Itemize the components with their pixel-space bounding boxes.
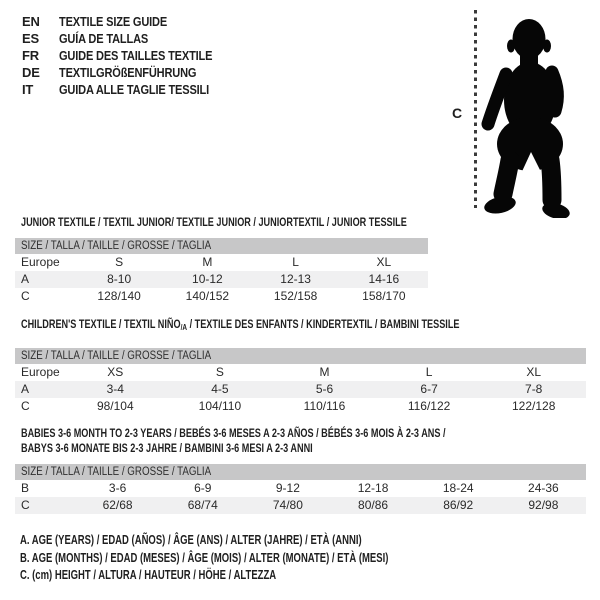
table-row — [15, 364, 586, 381]
row-label: B — [21, 481, 30, 495]
silhouette-head — [513, 19, 546, 59]
babies-section-title-line1: BABIES 3-6 MONTH TO 2-3 YEARS / BEBÉS 3-6 MESES A 2-3 AÑOS / BÉBÉS 3-6 MOIS À 2-3 ANS / — [21, 426, 446, 440]
junior-size-table — [15, 254, 428, 305]
size-cell: 158/170 — [362, 289, 406, 303]
babies-size-table — [15, 480, 586, 514]
silhouette-right-ear — [543, 40, 551, 53]
size-cell: M — [319, 365, 330, 379]
measurement-legend — [20, 532, 505, 585]
size-cell: 10-12 — [163, 271, 251, 288]
children-title-subscript: /A — [180, 322, 188, 332]
size-cell: 74/80 — [245, 497, 330, 514]
table-row — [15, 381, 586, 398]
size-cell: L — [425, 365, 433, 379]
language-title-list — [22, 13, 239, 98]
junior-section-title — [15, 216, 428, 229]
size-cell: 12-13 — [252, 271, 340, 288]
table-row — [15, 497, 586, 514]
junior-size-header-text: SIZE / TALLA / TAILLE / GRÖSSE / TAGLIA — [21, 240, 212, 252]
row-label: A — [15, 271, 75, 288]
size-cell: 152/158 — [273, 289, 318, 303]
size-cell: 24-36 — [528, 481, 559, 495]
babies-size-header-bar — [15, 464, 586, 480]
language-title: GUÍA DE TALLAS — [59, 31, 149, 46]
size-cell: 68/74 — [160, 497, 245, 514]
size-cell: L — [292, 255, 299, 269]
size-cell: 9-12 — [275, 481, 300, 495]
row-label: C — [15, 497, 75, 514]
row-label: C — [21, 289, 30, 303]
size-cell: XL — [376, 255, 392, 269]
children-size-header-bar — [15, 348, 586, 364]
junior-size-header-bar — [15, 238, 428, 254]
table-row — [15, 398, 586, 415]
children-size-table — [15, 364, 586, 415]
language-code: FR — [22, 48, 39, 63]
row-label: A — [15, 381, 63, 398]
size-cell: 128/140 — [97, 289, 141, 303]
size-cell: 98/104 — [96, 399, 134, 413]
legend-line-b-text: B. AGE (MONTHS) / EDAD (MESES) / ÂGE (MOIS) / ALTER (MONATE) / ETÀ (MESI) — [20, 550, 389, 565]
size-cell: 4-5 — [168, 381, 273, 398]
language-title: TEXTILGRÖßENFÜHRUNG — [59, 65, 197, 80]
junior-section-title-text: JUNIOR TEXTILE / TEXTIL JUNIOR/ TEXTILE JUNIOR / JUNIORTEXTIL / JUNIOR TESSILE — [21, 215, 407, 229]
babies-section-title-line2: BABYS 3-6 MONATE BIS 2-3 JAHRE / BAMBINI 3-6 MESI A 2-3 ANNI — [21, 441, 313, 455]
size-cell: XL — [526, 365, 542, 379]
legend-line-b — [20, 550, 505, 568]
size-cell: 5-6 — [272, 381, 377, 398]
size-cell: 3-4 — [63, 381, 168, 398]
size-cell: S — [115, 255, 124, 269]
children-title-pre: CHILDREN'S TEXTILE / TEXTIL NIÑO — [21, 317, 181, 331]
size-cell: 122/128 — [511, 399, 556, 413]
language-row-de — [22, 64, 239, 81]
size-cell: 116/122 — [407, 399, 451, 413]
legend-line-c — [20, 567, 505, 585]
size-cell: 86/92 — [416, 497, 501, 514]
table-row — [15, 254, 428, 271]
toddler-silhouette-icon — [468, 8, 588, 218]
silhouette-left-leg — [503, 160, 510, 194]
silhouette-left-ear — [507, 40, 515, 53]
size-cell: 8-10 — [75, 271, 163, 288]
size-cell: 6-7 — [377, 381, 482, 398]
babies-section-title — [15, 426, 586, 456]
language-title: GUIDA ALLE TAGLIE TESSILI — [59, 82, 210, 97]
size-cell: 62/68 — [75, 497, 160, 514]
silhouette-right-arm — [552, 72, 557, 111]
row-label: C — [21, 399, 30, 413]
children-section — [15, 318, 586, 415]
language-row-it — [22, 81, 239, 98]
size-cell: 92/98 — [501, 497, 586, 514]
size-cell: 18-24 — [442, 481, 474, 495]
language-title: TEXTILE SIZE GUIDE — [59, 14, 168, 29]
row-label: Europe — [21, 255, 60, 269]
language-row-fr — [22, 47, 239, 64]
language-row-en — [22, 13, 239, 30]
silhouette-left-foot — [483, 194, 518, 216]
children-section-title — [15, 318, 586, 334]
size-cell: 110/116 — [303, 399, 346, 413]
size-cell: 12-18 — [357, 481, 389, 495]
size-cell: 104/110 — [198, 399, 242, 413]
children-section-title-text — [21, 318, 459, 334]
language-code: EN — [22, 14, 40, 29]
babies-size-header-text: SIZE / TALLA / TAILLE / GRÖSSE / TAGLIA — [21, 466, 212, 478]
children-title-post: / TEXTILE DES ENFANTS / KINDERTEXTIL / BAMBINI TESSILE — [187, 317, 460, 331]
silhouette-right-leg — [550, 160, 552, 200]
legend-line-c-text: C. (cm) HEIGHT / ALTURA / HAUTEUR / HÖHE / ALTEZZA — [20, 568, 277, 582]
size-cell: XS — [107, 365, 124, 379]
row-label: Europe — [21, 365, 60, 379]
children-size-header-text: SIZE / TALLA / TAILLE / GRÖSSE / TAGLIA — [21, 350, 212, 362]
table-row — [15, 288, 428, 305]
silhouette-left-arm — [488, 74, 506, 124]
table-row — [15, 480, 586, 497]
size-cell: M — [202, 255, 213, 269]
language-title: GUIDE DES TAILLES TEXTILE — [59, 48, 213, 63]
language-code: ES — [22, 31, 39, 46]
size-cell: 14-16 — [340, 271, 428, 288]
language-code: DE — [22, 65, 40, 80]
language-code: IT — [22, 82, 34, 97]
legend-line-a — [20, 532, 505, 550]
legend-line-a-text: A. AGE (YEARS) / EDAD (AÑOS) / ÂGE (ANS) / ALTER (JAHRE) / ETÀ (ANNI) — [20, 533, 362, 547]
size-cell: 140/152 — [185, 289, 230, 303]
height-measure-label: C — [452, 105, 463, 121]
size-cell: 3-6 — [108, 481, 127, 495]
babies-section — [15, 426, 586, 514]
size-cell: S — [215, 365, 224, 379]
size-cell: 6-9 — [194, 481, 212, 495]
size-cell: 80/86 — [330, 497, 415, 514]
table-row — [15, 271, 428, 288]
junior-section — [15, 216, 428, 305]
size-cell: 7-8 — [481, 381, 586, 398]
language-row-es — [22, 30, 239, 47]
